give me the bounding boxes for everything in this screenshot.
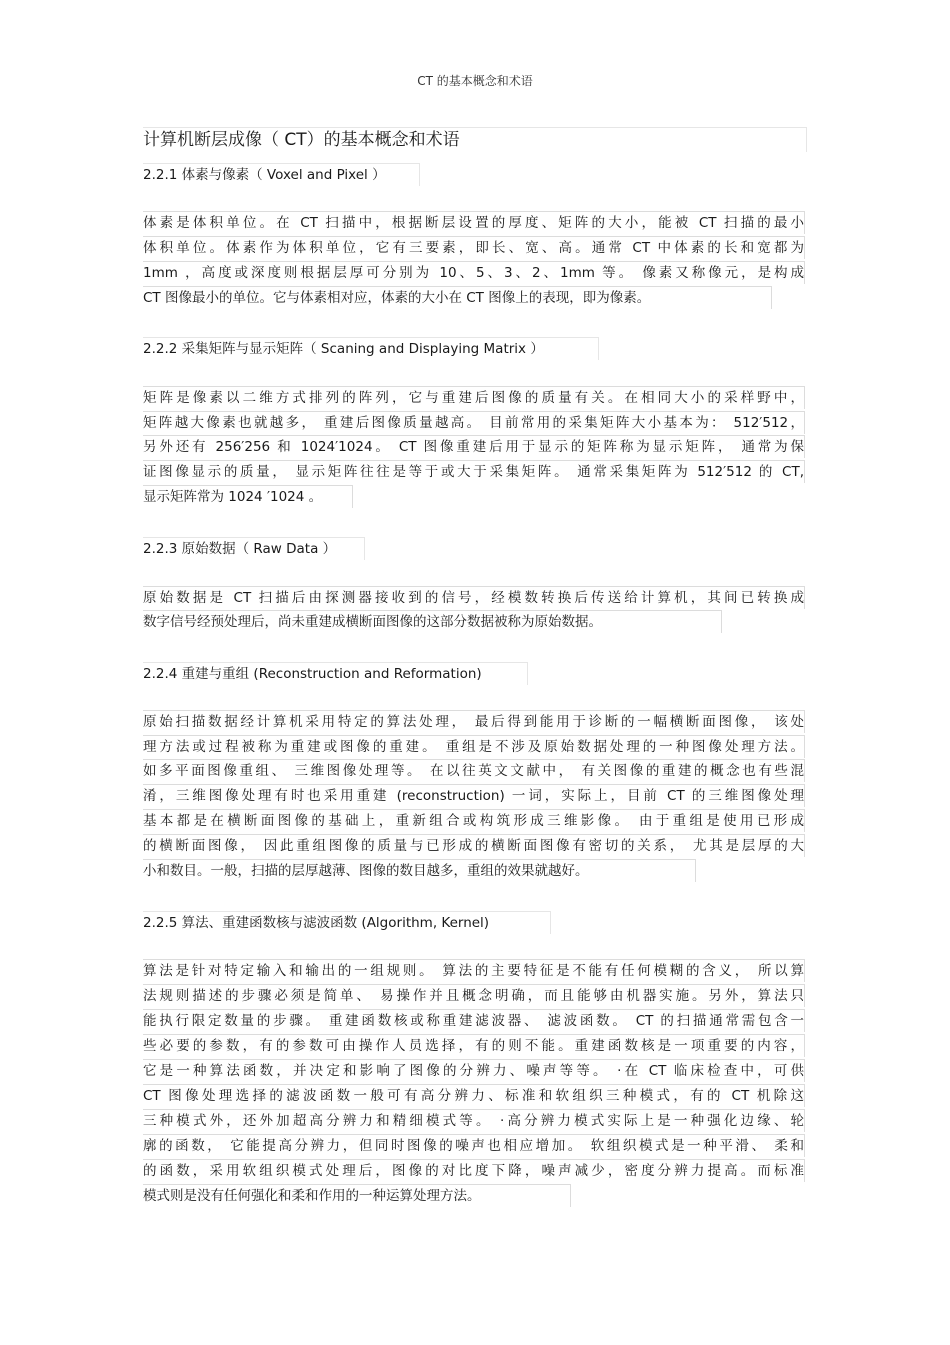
paragraph-line: 数字信号经预处理后，尚未重建成横断面图像的这部分数据被称为原始数据。 xyxy=(143,610,722,633)
paragraph-line: 的横断面图像， 因此重组图像的质量与已形成的横断面图像有密切的关系， 尤其是层厚的大 xyxy=(143,834,805,857)
paragraph-line: CT 图像最小的单位。它与体素相对应，体素的大小在 CT 图像上的表现，即为像素。 xyxy=(143,286,772,309)
paragraph-line: 理方法或过程被称为重建或图像的重建。 重组是不涉及原始数据处理的一种图像处理方法。 xyxy=(143,735,805,758)
paragraph-line: 能执行限定数量的步骤。 重建函数核或称重建滤波器、 滤波函数。 CT 的扫描通常需包含一 xyxy=(143,1009,805,1032)
paragraph-line: 另外还有 256′256 和 1024′1024。 CT 图像重建后用于显示的矩阵称为显示矩阵， 通常为保 xyxy=(143,435,805,458)
paragraph-line: 淆，三维图像处理有时也采用重建 (reconstruction) 一词，实际上，目前 CT 的三维图像处理 xyxy=(143,784,805,807)
section-heading-2-2-4: 2.2.4 重建与重组 (Reconstruction and Reformation) xyxy=(143,662,528,685)
paragraph-line: 的函数，采用软组织模式处理后，图像的对比度下降，噪声减少，密度分辨力提高。而标准 xyxy=(143,1159,805,1182)
paragraph-line: 显示矩阵常为 1024 ′1024 。 xyxy=(143,485,353,508)
section-heading-2-2-3: 2.2.3 原始数据（ Raw Data ） xyxy=(143,537,365,560)
paragraph-line: 廓的函数， 它能提高分辨力，但同时图像的噪声也相应增加。 软组织模式是一种平滑、 柔和 xyxy=(143,1134,805,1157)
paragraph-line: 体积单位。体素作为体积单位，它有三要素，即长、宽、高。通常 CT 中体素的长和宽都为 xyxy=(143,236,805,259)
paragraph-line: 矩阵是像素以二维方式排列的阵列，它与重建后图像的质量有关。在相同大小的采样野中， xyxy=(143,386,805,409)
paragraph-line: 模式则是没有任何强化和柔和作用的一种运算处理方法。 xyxy=(143,1184,571,1207)
paragraph-line: 基本都是在横断面图像的基础上，重新组合或构筑形成三维影像。 由于重组是使用已形成 xyxy=(143,809,805,832)
paragraph-line: 矩阵越大像素也就越多， 重建后图像质量越高。 目前常用的采集矩阵大小基本为： 512′512， xyxy=(143,411,805,434)
paragraph-line: 它是一种算法函数，并决定和影响了图像的分辨力、噪声等等。 ·在 CT 临床检查中，可供 xyxy=(143,1059,805,1082)
paragraph-line: 原始数据是 CT 扫描后由探测器接收到的信号，经模数转换后传送给计算机，其间已转换成 xyxy=(143,586,805,609)
paragraph-line: 1mm ，高度或深度则根据层厚可分别为 10、5、3、2、1mm 等。 像素又称像元，是构成 xyxy=(143,261,805,284)
section-heading-2-2-1: 2.2.1 体素与像素（ Voxel and Pixel ） xyxy=(143,163,420,186)
paragraph-line: 法规则描述的步骤必须是简单、 易操作并且概念明确，而且能够由机器实施。另外，算法只 xyxy=(143,984,805,1007)
paragraph-line: 如多平面图像重组、 三维图像处理等。 在以往英文文献中， 有关图像的重建的概念也有些混 xyxy=(143,759,805,782)
paragraph-line: 原始扫描数据经计算机采用特定的算法处理， 最后得到能用于诊断的一幅横断面图像， 该处 xyxy=(143,710,805,733)
paragraph-line: CT 图像处理选择的滤波函数一般可有高分辨力、标准和软组织三种模式，有的 CT 机除这 xyxy=(143,1084,805,1107)
paragraph-line: 体素是体积单位。在 CT 扫描中，根据断层设置的厚度、矩阵的大小，能被 CT 扫描的最小 xyxy=(143,211,805,234)
section-heading-2-2-5: 2.2.5 算法、重建函数核与滤波函数 (Algorithm, Kernel) xyxy=(143,911,551,934)
page-header: CT 的基本概念和术语 xyxy=(417,74,533,88)
document-title: 计算机断层成像（ CT）的基本概念和术语 xyxy=(143,127,807,152)
paragraph-line: 三种模式外，还外加超高分辨力和精细模式等。 ·高分辨力模式实际上是一种强化边缘、轮 xyxy=(143,1109,805,1132)
paragraph-line: 小和数目。一般，扫描的层厚越薄、图像的数目越多，重组的效果就越好。 xyxy=(143,859,696,882)
paragraph-line: 算法是针对特定输入和输出的一组规则。 算法的主要特征是不能有任何模糊的含义， 所以算 xyxy=(143,959,805,982)
paragraph-line: 些必要的参数，有的参数可由操作人员选择，有的则不能。重建函数核是一项重要的内容， xyxy=(143,1034,805,1057)
paragraph-line: 证图像显示的质量， 显示矩阵往往是等于或大于采集矩阵。 通常采集矩阵为 512′512 的 CT, xyxy=(143,460,805,483)
section-heading-2-2-2: 2.2.2 采集矩阵与显示矩阵（ Scaning and Displaying Matrix ） xyxy=(143,337,599,360)
